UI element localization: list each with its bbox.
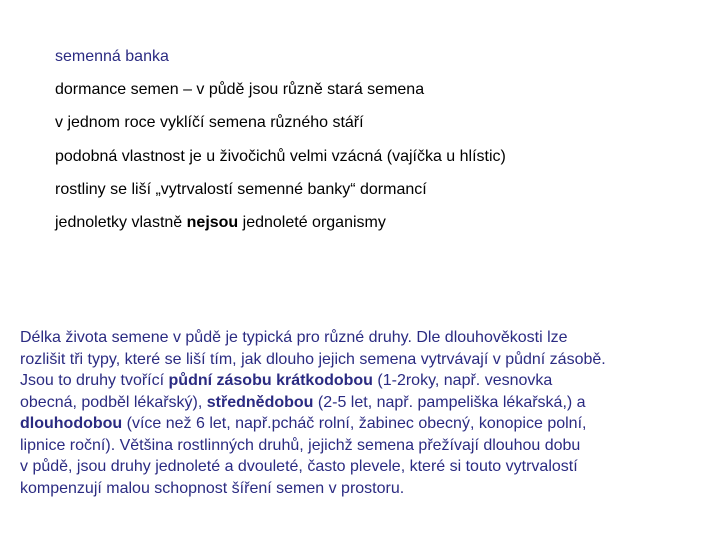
annuals-text-after: jednoleté organismy bbox=[238, 213, 386, 231]
paragraph-text: (1-2roky, např. vesnovka bbox=[372, 372, 553, 389]
paragraph-line bbox=[20, 413, 710, 435]
paragraph-line: Délka života semene v půdě je typická pro různé druhy. Dle dlouhověkosti lze bbox=[20, 329, 568, 346]
list-item-animals: podobná vlastnost je u živočichů velmi vzácná (vajíčka u hlístic) bbox=[55, 147, 506, 165]
paragraph-line: lipnice roční). Většina rostlinných druhů, jejichž semena přežívají dlouhou dobu bbox=[20, 436, 581, 454]
paragraph-text: (2-5 let, např. pampeliška lékařská,) a bbox=[313, 393, 586, 411]
paragraph-text: (více než 6 let, např.pcháč rolní, žabinec obecný, konopice polní, bbox=[122, 415, 587, 432]
term-long-term: dlouhodobou bbox=[20, 415, 123, 432]
bullet-list bbox=[55, 47, 705, 246]
paragraph-text: Jsou to druhy tvořící bbox=[20, 372, 169, 389]
paragraph-line: v půdě, jsou druhy jednoleté a dvouleté, často plevele, které si touto vytrvalostí bbox=[20, 458, 578, 475]
paragraph-line bbox=[20, 370, 710, 392]
paragraph-line: kompenzují malou schopnost šíření semen v prostoru. bbox=[20, 479, 405, 497]
term-medium-term: střednědobou bbox=[206, 393, 314, 411]
term-short-term-bank: půdní zásobu krátkodobou bbox=[168, 372, 373, 389]
list-item-seed-bank-persistence: rostliny se liší „vytrvalostí semenné banky“ dormancí bbox=[55, 180, 427, 198]
annuals-text-before: jednoletky vlastně bbox=[55, 213, 187, 231]
list-item-germination: v jednom roce vyklíčí semena různého stáří bbox=[55, 114, 364, 132]
paragraph-text: obecná, podběl lékařský), bbox=[20, 393, 207, 411]
list-item-annuals bbox=[55, 213, 705, 232]
annuals-text-bold: nejsou bbox=[186, 213, 239, 231]
explanation-paragraph bbox=[20, 327, 710, 499]
paragraph-line bbox=[20, 392, 710, 414]
paragraph-line: rozlišit tři typy, které se liší tím, jak dlouho jejich semena vytrvávají v půdní zásobě. bbox=[20, 350, 606, 368]
list-item-dormance: dormance semen – v půdě jsou různě stará semena bbox=[55, 81, 425, 99]
slide-title: semenná banka bbox=[55, 48, 169, 65]
